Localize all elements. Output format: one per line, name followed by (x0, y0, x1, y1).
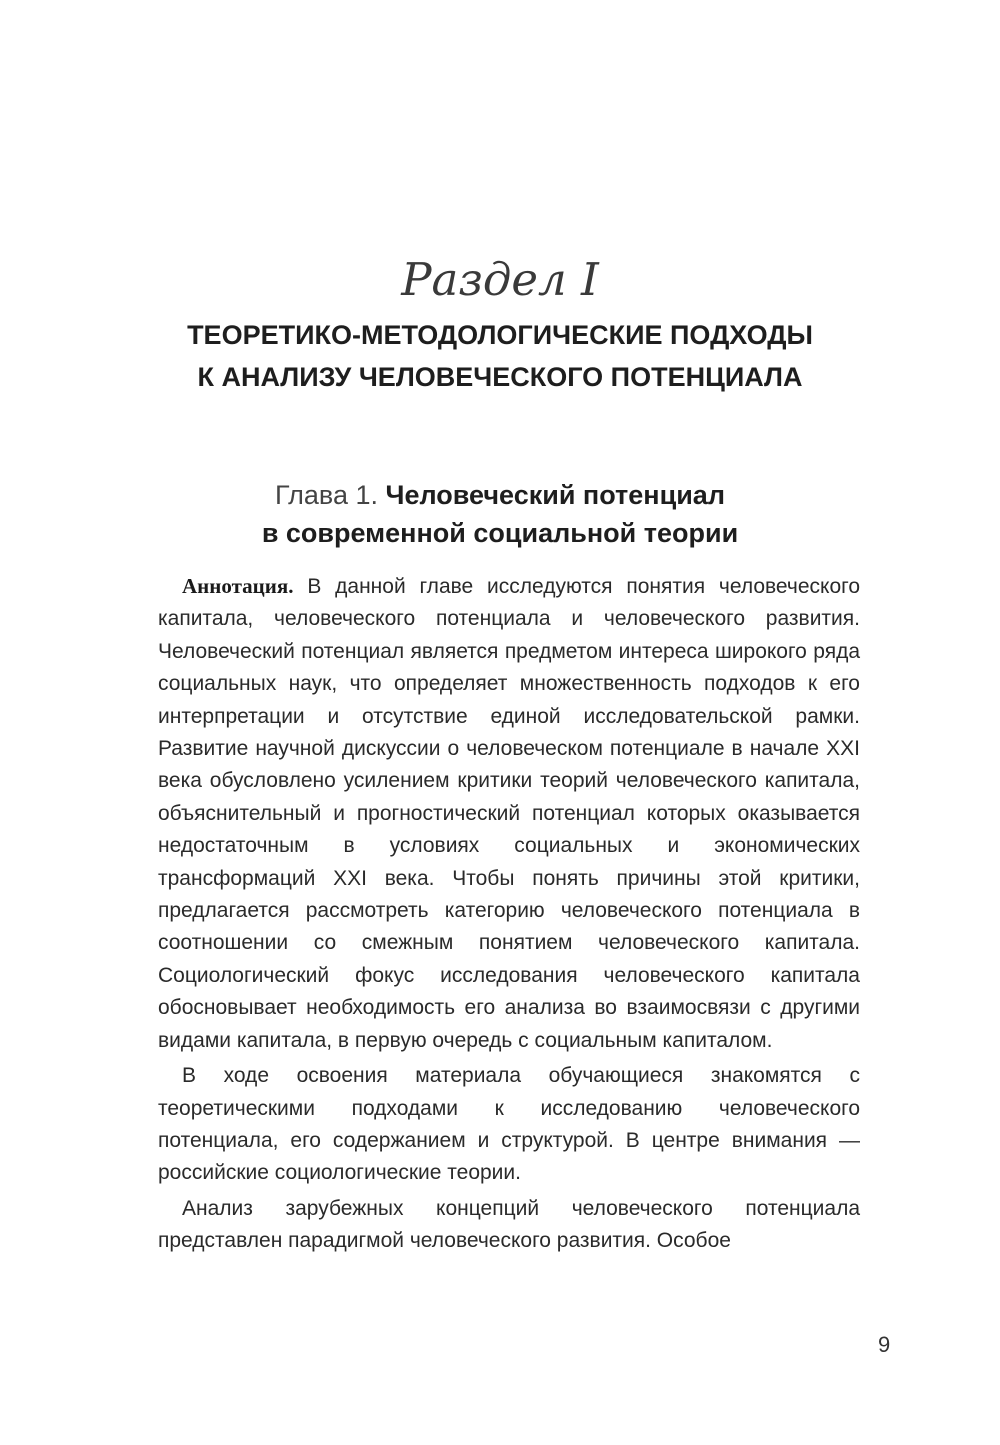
paragraph-3: Анализ зарубежных концепций человеческого потенциала представлен парадигмой человеческого развития. Особое (158, 1196, 860, 1253)
chapter-title-line1: Человеческий потенциал (385, 480, 725, 510)
annotation-label: Аннотация. (182, 574, 294, 598)
section-heading (0, 314, 1000, 398)
chapter-heading (0, 476, 1000, 552)
section-heading-line2: К АНАЛИЗУ ЧЕЛОВЕЧЕСКОГО ПОТЕНЦИАЛА (197, 362, 803, 392)
annotation-text: В данной главе исследуются понятия человеческого капитала, человеческого потенциала и человеческого развития. Человеческий потенциал является предметом интереса широкого ряда социальных наук, что определяет множественность подходов к его интерпретации и отсутствие единой исследовательской рамки. Развитие научной дискуссии о человеческом потенциале в начале XXI века обусловлено усилением критики теорий человеческого капитала, объяснительный и прогностический потенциал которых оказывается недостаточным в условиях социальных и экономических трансформаций XXI века. Чтобы понять причины этой критики, предлагается рассмотреть категорию человеческого потенциала в соотношении со смежным понятием человеческого капитала. Социологический фокус исследования человеческого капитала обосновывает необходимость его анализа во взаимосвязи с другими видами капитала, в первую очередь с социальным капиталом. (158, 575, 860, 1052)
chapter-title-line2: в современной социальной теории (261, 518, 739, 548)
paragraph-annotation (158, 570, 860, 1057)
section-heading-line1: ТЕОРЕТИКО-МЕТОДОЛОГИЧЕСКИЕ ПОДХОДЫ (187, 320, 813, 350)
page-number: 9 (878, 1332, 891, 1357)
body-text (158, 570, 860, 1258)
paragraph-2: В ходе освоения материала обучающиеся знакомятся с теоретическими подходами к исследованию человеческого потенциала, его содержанием и структурой. В центре внимания — российские социологические теории. (158, 1064, 860, 1185)
section-title: Раздел I (401, 253, 599, 306)
chapter-number: Глава 1. (275, 480, 378, 510)
